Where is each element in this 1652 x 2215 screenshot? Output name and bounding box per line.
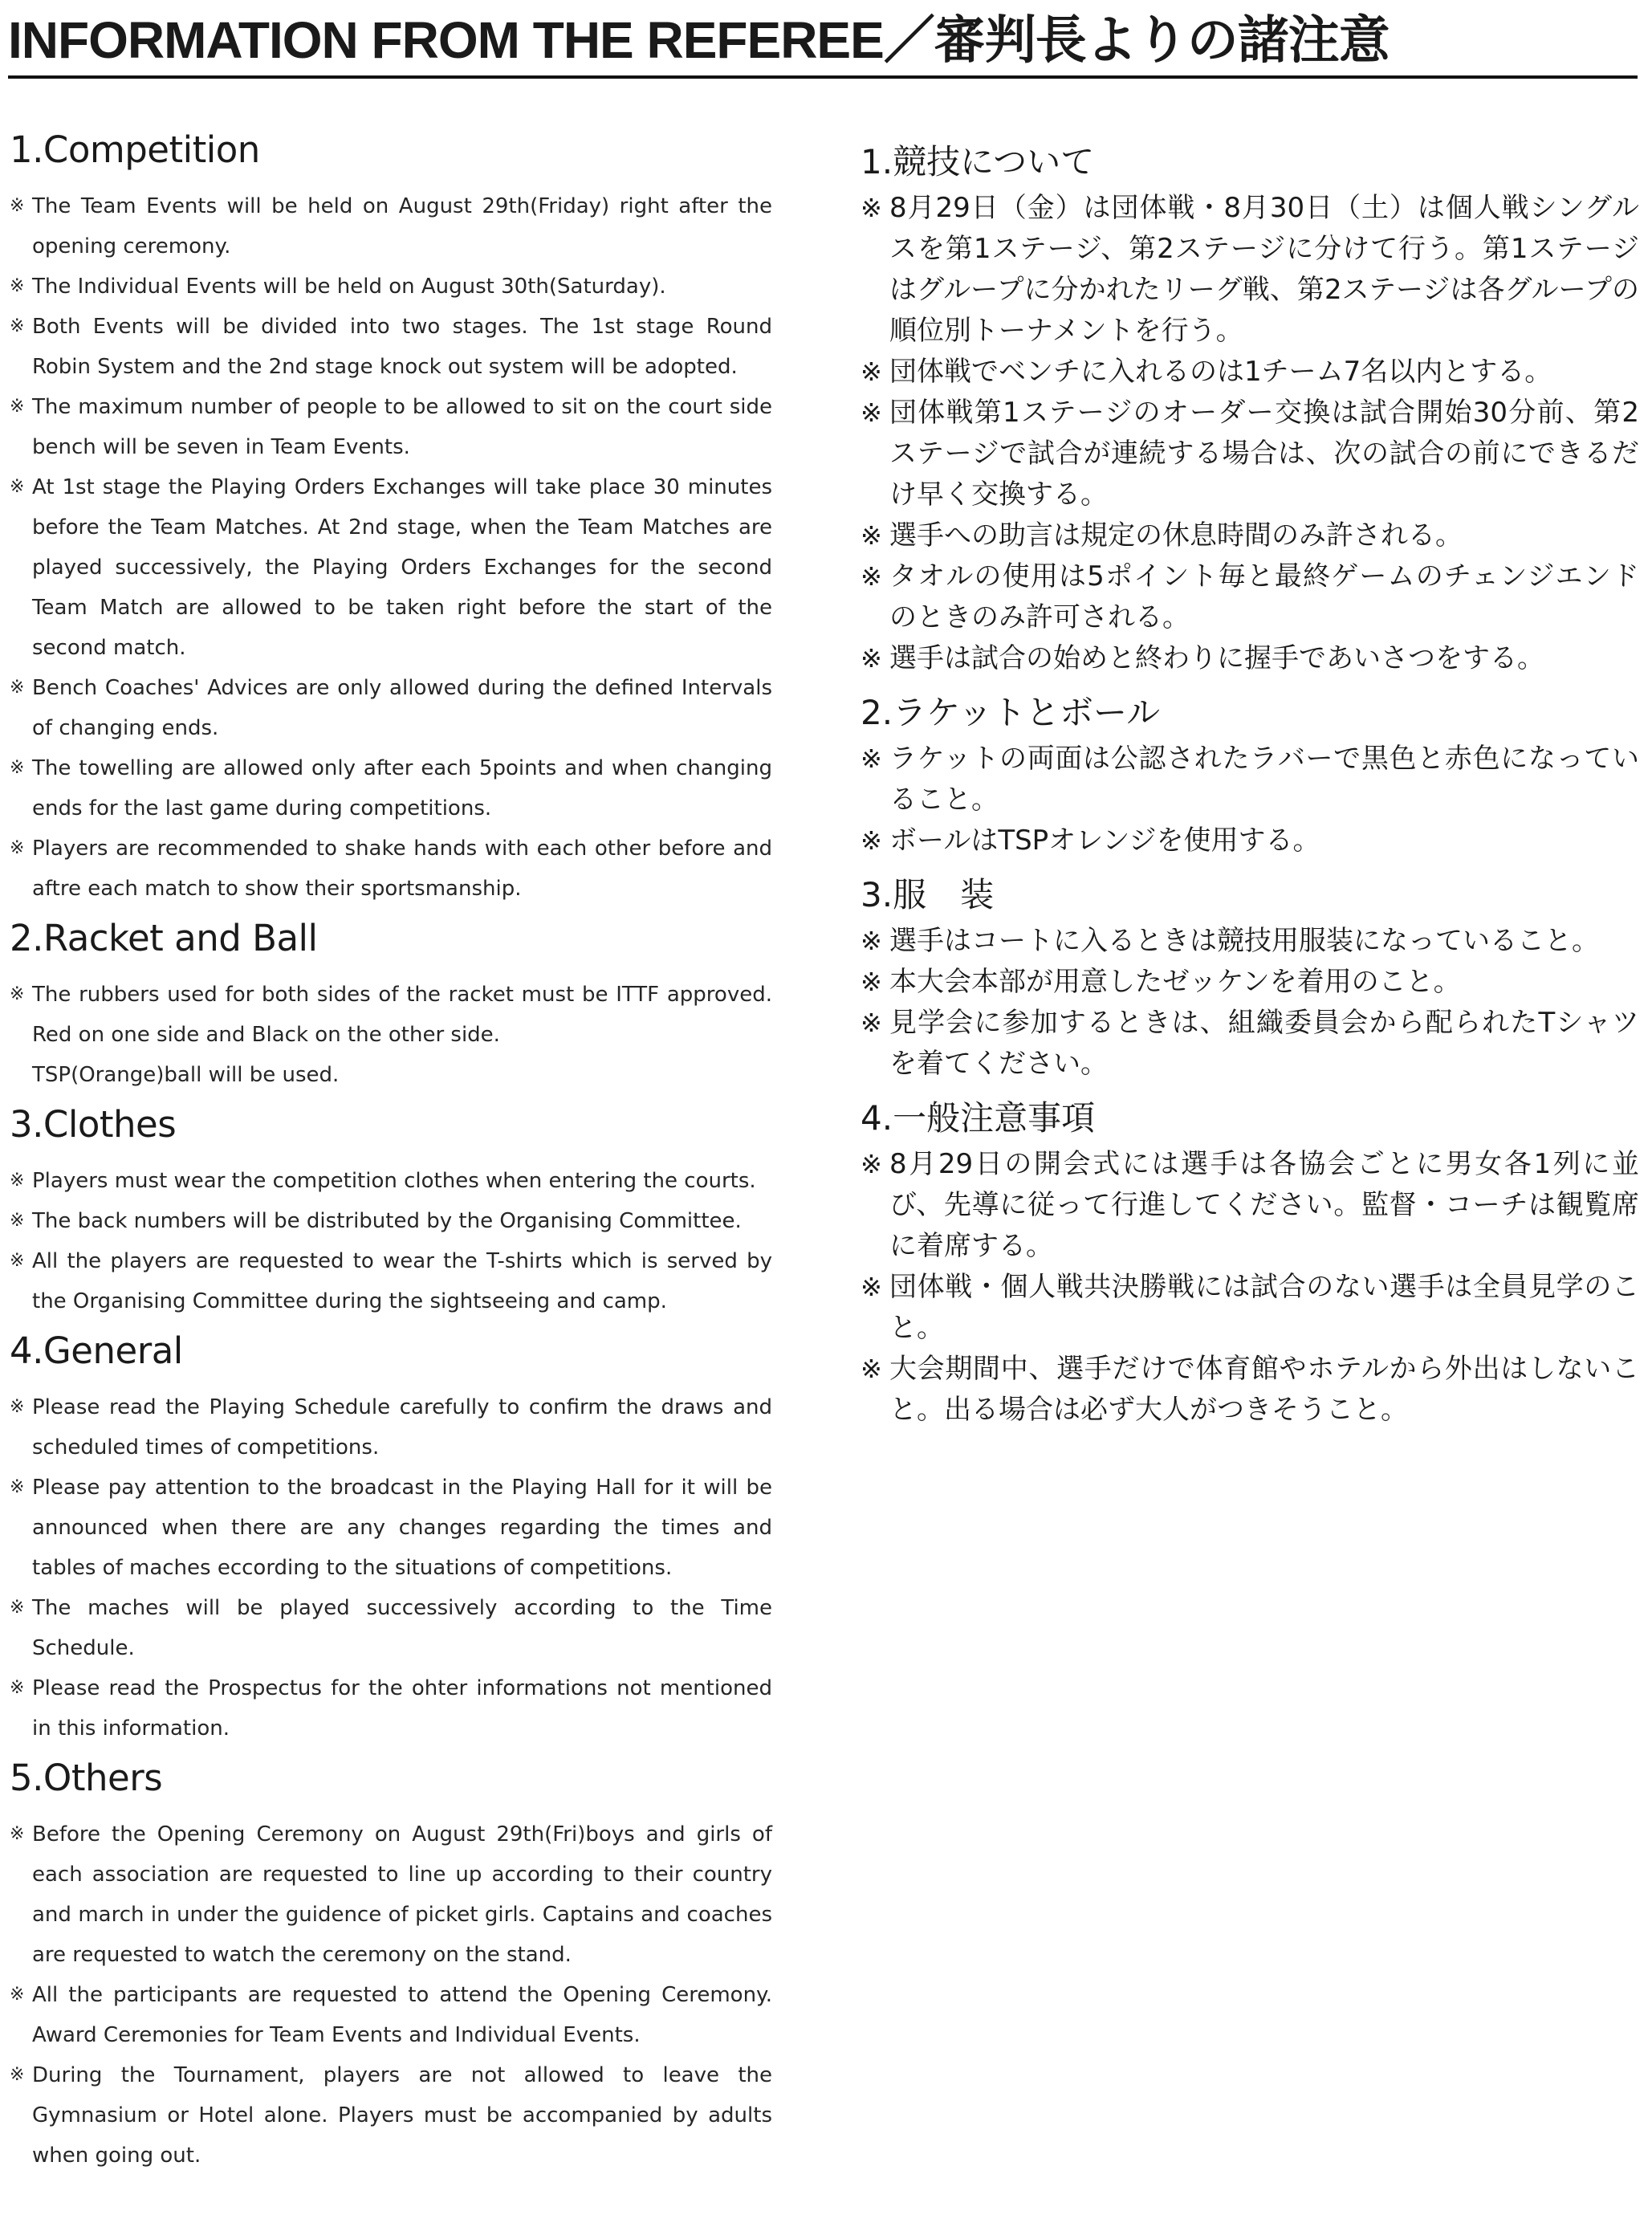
en-clothes-item: ※ The back numbers will be distributed by the Organising Committee. <box>10 1201 772 1241</box>
reference-mark: ※ <box>10 1171 25 1191</box>
reference-mark: ※ <box>861 926 882 956</box>
en-racket-ball-note: TSP(Orange)ball will be used. <box>32 1063 340 1087</box>
jp-racket-item: ※ ボールはTSPオレンジを使用する。 <box>861 820 1639 861</box>
en-competition-item: ※ Players are recommended to shake hands with each other before and aftre each match to show their sportsmanship. <box>10 829 772 909</box>
en-competition-item: ※ At 1st stage the Playing Orders Exchanges will take place 30 minutes before the Team Matches. At 2nd stage, when the Team Matches are played successively, the Playing Orders Exchanges for the second Team Match are allowed to be taken right before the start of the second match. <box>10 467 772 668</box>
english-column <box>10 120 772 2176</box>
en-heading-others: 5.Others <box>10 1757 163 1799</box>
reference-mark: ※ <box>10 1678 25 1698</box>
jp-competition-item: ※ 選手は試合の始めと終わりに握手であいさつをする。 <box>861 638 1639 679</box>
jp-clothes-item: ※ 選手はコートに入るときは競技用服装になっていること。 <box>861 921 1639 962</box>
reference-mark: ※ <box>10 1824 25 1844</box>
reference-mark: ※ <box>861 1354 882 1384</box>
en-competition-item: ※ Bench Coaches' Advices are only allowed during the defined Intervals of changing ends. <box>10 668 772 748</box>
jp-racket-item: ※ ラケットの両面は公認されたラバーで黒色と赤色になっていること。 <box>861 739 1639 820</box>
reference-mark: ※ <box>861 397 882 428</box>
jp-clothes-item: ※ 本大会本部が用意したゼッケンを着用のこと。 <box>861 962 1639 1003</box>
jp-heading-clothes: 3.服 装 <box>861 875 995 914</box>
reference-mark: ※ <box>10 984 25 1004</box>
reference-mark: ※ <box>861 1149 882 1179</box>
reference-mark: ※ <box>861 356 882 387</box>
en-general-item: ※ Please pay attention to the broadcast in the Playing Hall for it will be announced when there are any changes regarding the times and tables of maches eccording to the situations of competitions. <box>10 1468 772 1588</box>
jp-heading-racket: 2.ラケットとボール <box>861 693 1161 732</box>
reference-mark: ※ <box>10 316 25 336</box>
en-heading-racket: 2.Racket and Ball <box>10 917 318 959</box>
title-underline <box>8 75 1638 79</box>
reference-mark: ※ <box>10 477 25 497</box>
jp-competition-item: ※ タオルの使用は5ポイント毎と最終ゲームのチェンジエンドのときのみ許可される。 <box>861 556 1639 638</box>
en-others-item: ※ All the participants are requested to attend the Opening Ceremony. Award Ceremonies for Team Events and Individual Events. <box>10 1975 772 2055</box>
reference-mark: ※ <box>10 1477 25 1497</box>
reference-mark: ※ <box>861 743 882 774</box>
reference-mark: ※ <box>10 1397 25 1417</box>
page-title: INFORMATION FROM THE REFEREE／審判長よりの諸注意 <box>8 11 1390 69</box>
reference-mark: ※ <box>10 838 25 858</box>
reference-mark: ※ <box>10 276 25 296</box>
en-clothes-item: ※ All the players are requested to wear the T-shirts which is served by the Organising Committee during the sightseeing and camp. <box>10 1241 772 1321</box>
reference-mark: ※ <box>861 643 882 674</box>
jp-heading-general: 4.一般注意事項 <box>861 1098 1096 1138</box>
reference-mark: ※ <box>861 520 882 551</box>
reference-mark: ※ <box>861 967 882 997</box>
reference-mark: ※ <box>10 1598 25 1618</box>
en-heading-competition: 1.Competition <box>10 128 260 171</box>
jp-competition-item: ※ 8月29日（金）は団体戦・8月30日（土）は個人戦シングルスを第1ステージ、第2ステージに分けて行う。第1ステージはグループに分かれたリーグ戦、第2ステージは各グループの順位別トーナメントを行う。 <box>861 188 1639 352</box>
en-competition-item: ※ The towelling are allowed only after each 5points and when changing ends for the last game during competitions. <box>10 748 772 829</box>
reference-mark: ※ <box>861 561 882 592</box>
reference-mark: ※ <box>10 1251 25 1271</box>
japanese-column <box>861 128 1639 1431</box>
jp-general-item: ※ 8月29日の開会式には選手は各協会ごとに男女各1列に並び、先導に従って行進してください。監督・コーチは観覧席に着席する。 <box>861 1144 1639 1267</box>
en-competition-item: ※ The Team Events will be held on August 29th(Friday) right after the opening ceremony. <box>10 186 772 267</box>
reference-mark: ※ <box>10 196 25 216</box>
en-others-item: ※ During the Tournament, players are not allowed to leave the Gymnasium or Hotel alone. Players must be accompanied by adults when going out. <box>10 2055 772 2176</box>
en-others-item: ※ Before the Opening Ceremony on August 29th(Fri)boys and girls of each association are requested to line up according to their country and march in under the guidence of picket girls. Captains and coaches are requested to watch the ceremony on the stand. <box>10 1814 772 1975</box>
en-general-item: ※ Please read the Playing Schedule carefully to confirm the draws and scheduled times of competitions. <box>10 1387 772 1468</box>
reference-mark: ※ <box>10 397 25 417</box>
reference-mark: ※ <box>10 1211 25 1231</box>
reference-mark: ※ <box>861 1272 882 1302</box>
en-competition-item: ※ The Individual Events will be held on August 30th(Saturday). <box>10 267 772 307</box>
jp-competition-item: ※ 団体戦第1ステージのオーダー交換は試合開始30分前、第2ステージで試合が連続する場合は、次の試合の前にできるだけ早く交換する。 <box>861 393 1639 515</box>
en-racket-item: ※ The rubbers used for both sides of the racket must be ITTF approved. Red on one side and Black on the other side. <box>10 975 772 1055</box>
en-heading-general: 4.General <box>10 1329 183 1372</box>
jp-general-item: ※ 大会期間中、選手だけで体育館やホテルから外出はしないこと。出る場合は必ず大人がつきそうこと。 <box>861 1349 1639 1431</box>
reference-mark: ※ <box>10 2065 25 2085</box>
en-general-item: ※ Please read the Prospectus for the ohter informations not mentioned in this information. <box>10 1668 772 1749</box>
jp-competition-item: ※ 団体戦でベンチに入れるのは1チーム7名以内とする。 <box>861 352 1639 393</box>
en-competition-item: ※ The maximum number of people to be allowed to sit on the court side bench will be seven in Team Events. <box>10 387 772 467</box>
reference-mark: ※ <box>10 1985 25 2005</box>
en-competition-item: ※ Both Events will be divided into two stages. The 1st stage Round Robin System and the 2nd stage knock out system will be adopted. <box>10 307 772 387</box>
jp-competition-item: ※ 選手への助言は規定の休息時間のみ許される。 <box>861 515 1639 556</box>
jp-heading-competition: 1.競技について <box>861 142 1095 181</box>
reference-mark: ※ <box>10 678 25 698</box>
reference-mark: ※ <box>861 193 882 223</box>
en-general-item: ※ The maches will be played successively according to the Time Schedule. <box>10 1588 772 1668</box>
reference-mark: ※ <box>10 758 25 778</box>
en-clothes-item: ※ Players must wear the competition clothes when entering the courts. <box>10 1161 772 1201</box>
reference-mark: ※ <box>861 1008 882 1038</box>
en-heading-clothes: 3.Clothes <box>10 1103 177 1146</box>
jp-general-item: ※ 団体戦・個人戦共決勝戦には試合のない選手は全員見学のこと。 <box>861 1267 1639 1349</box>
reference-mark: ※ <box>861 825 882 856</box>
jp-clothes-item: ※ 見学会に参加するときは、組織委員会から配られたTシャツを着てください。 <box>861 1003 1639 1085</box>
